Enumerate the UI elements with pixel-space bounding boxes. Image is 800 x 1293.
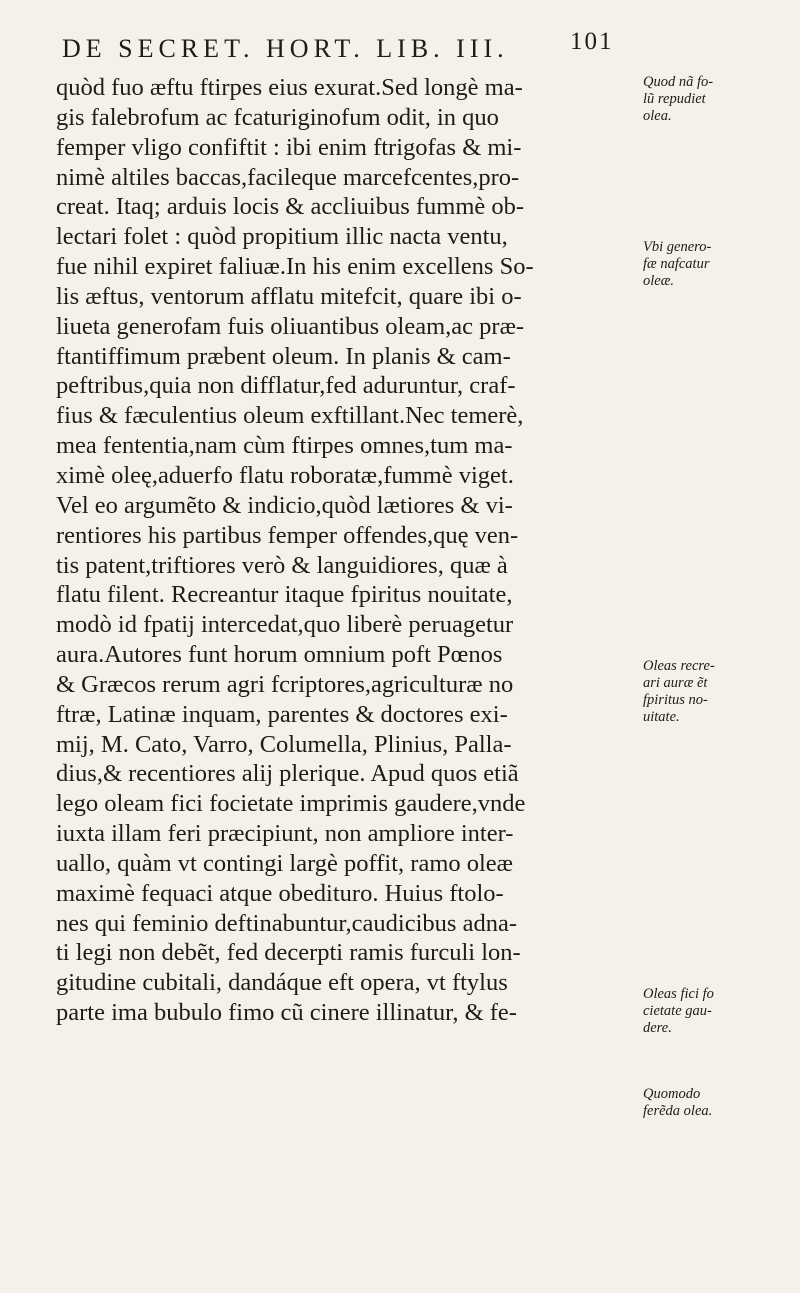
text-line: & Græcos rerum agri fcriptores,agriculturæ no <box>56 670 514 698</box>
text-line: nimè altiles baccas,facileque marcefcentes,pro- <box>56 163 520 191</box>
text-line: maximè fequaci atque obedituro. Huius ftolo- <box>56 879 504 907</box>
text-line: lectari folet : quòd propitium illic nacta ventu, <box>56 223 508 251</box>
margin-line: fpiritus no- <box>643 692 708 708</box>
margin-note-fig-society <box>643 986 793 1037</box>
text-line: fue nihil expiret faliuæ.In his enim excellens So- <box>56 253 534 281</box>
text-line: dius,& recentiores alij plerique. Apud quos etiã <box>56 760 519 788</box>
text-line: creat. Itaq; arduis locis & accliuibus fummè ob- <box>56 193 525 221</box>
text-line: tis patent,triftiores verò & languidiores, quæ à <box>56 551 508 579</box>
text-line: peftribus,quia non difflatur,fed aduruntur, craf- <box>56 372 516 400</box>
margin-line: oleæ. <box>643 273 675 289</box>
margin-line: Vbi genero- <box>643 239 712 255</box>
text-line: aura.Autores funt horum omnium poft Pœnos <box>56 641 503 669</box>
text-line: ti legi non debẽt, fed decerpti ramis furculi lon- <box>56 939 521 967</box>
text-line: gis falebrofum ac fcaturiginofum odit, in quo <box>56 103 499 131</box>
text-line: Vel eo argumẽto & indicio,quòd lætiores & vi- <box>56 491 513 519</box>
margin-line: olea. <box>643 108 672 124</box>
margin-note-how-to-plant <box>643 1086 793 1120</box>
margin-line: cietate gau- <box>643 1003 712 1019</box>
margin-line: fæ nafcatur <box>643 256 710 272</box>
text-line: lego oleam fici focietate imprimis gaudere,vnde <box>56 790 526 818</box>
margin-line: Oleas recre- <box>643 658 715 674</box>
text-line: fius & fæculentius oleum exftillant.Nec temerè, <box>56 402 524 430</box>
page-header <box>62 28 622 68</box>
text-line: ftantiffimum præbent oleum. In planis & cam- <box>56 342 511 370</box>
text-line: uallo, quàm vt contingi largè poffit, ramo oleæ <box>56 849 514 877</box>
text-line: flatu filent. Recreantur itaque fpiritus nouitate, <box>56 581 513 609</box>
text-line: parte ima bubulo fimo cũ cinere illinatur, & fe- <box>56 999 517 1027</box>
page-number: 101 <box>570 28 614 55</box>
text-line: ftræ, Latinæ inquam, parentes & doctores exi- <box>56 700 508 728</box>
margin-note-olive-repudiates <box>643 74 793 125</box>
text-line: mea fententia,nam cùm ftirpes omnes,tum ma- <box>56 432 513 460</box>
margin-line: ari auræ ẽt <box>643 675 708 691</box>
text-line: quòd fuo æftu ftirpes eius exurat.Sed longè ma- <box>56 74 523 101</box>
margin-note-olives-refreshed <box>643 658 793 726</box>
margin-line: Quomodo <box>643 1086 701 1102</box>
margin-line: Oleas fici fo <box>643 986 714 1002</box>
text-line: nes qui feminio deftinabuntur,caudicibus adna- <box>56 909 517 937</box>
text-line: modò id fpatij intercedat,quo liberè peruagetur <box>56 611 514 639</box>
main-text <box>56 73 626 1028</box>
text-line: gitudine cubitali, dandáque eft opera, vt ftylus <box>56 969 508 997</box>
text-line: mij, M. Cato, Varro, Columella, Plinius, Palla- <box>56 730 512 758</box>
text-line: femper vligo confiftit : ibi enim ftrigofas & mi- <box>56 133 522 161</box>
text-line: liueta generofam fuis oliuantibus oleam,ac præ- <box>56 312 525 340</box>
margin-line: lũ repudiet <box>643 91 706 107</box>
margin-line: uitate. <box>643 709 680 725</box>
text-line: ximè oleę,aduerfo flatu roboratæ,fummè viget. <box>56 461 514 489</box>
margin-line: ferẽda olea. <box>643 1103 713 1119</box>
text-line: iuxta illam feri præcipiunt, non ampliore inter- <box>56 820 514 848</box>
text-line: rentiores his partibus femper offendes,quę ven- <box>56 521 519 549</box>
running-title: DE SECRET. HORT. LIB. III. <box>62 34 509 63</box>
margin-line: Quod nã fo- <box>643 74 714 90</box>
margin-line: dere. <box>643 1020 672 1036</box>
text-line: lis æftus, ventorum afflatu mitefcit, quare ibi o- <box>56 282 522 310</box>
margin-note-where-generous <box>643 239 793 290</box>
